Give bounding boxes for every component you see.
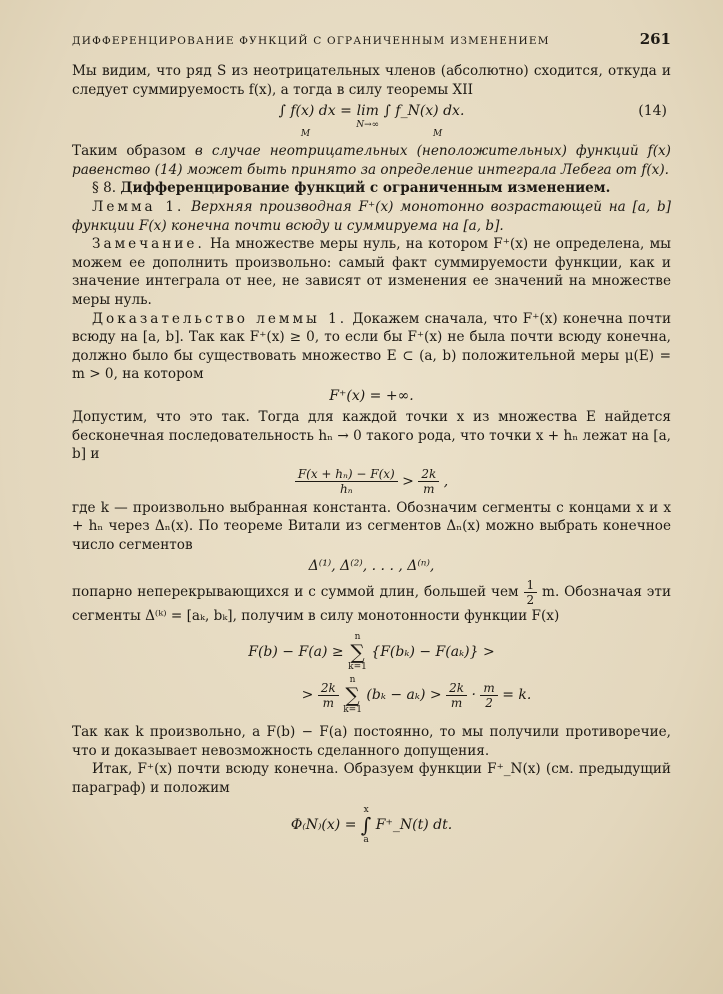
- lemma-label: Лемма 1.: [92, 198, 185, 215]
- sum2-frac1-num: 2k: [318, 681, 339, 696]
- ratio-denominator: hₙ: [339, 481, 353, 496]
- phi-lower: a: [363, 835, 369, 846]
- sum2-frac2: [446, 681, 467, 710]
- sigma-icon: ∑: [345, 683, 360, 708]
- sum2-frac3-den: 2: [485, 695, 493, 710]
- ratio-bound-num: 2k: [418, 467, 439, 482]
- sum2-operator: [343, 675, 362, 715]
- page-header: [72, 30, 671, 50]
- phi-body: F⁺_N(t) dt.: [375, 817, 453, 834]
- equation-segments: Δ⁽¹⁾, Δ⁽²⁾, . . . , Δ⁽ⁿ⁾,: [308, 558, 435, 575]
- sum1-top: n: [354, 632, 361, 643]
- equation-sum-2: [162, 675, 671, 715]
- ratio-bound-den: m: [423, 481, 435, 496]
- remark: [72, 235, 671, 309]
- sigma-icon: ∑: [350, 640, 365, 665]
- para5-b: m. Обозначая эти сегменты Δ⁽ᵏ⁾ = [aₖ, bₖ], получим в силу монотонности функции F(x): [72, 584, 672, 625]
- para2-start: Таким образом: [72, 143, 195, 160]
- eq14-limit: [356, 102, 379, 130]
- sum1-bottom: k=1: [348, 662, 367, 673]
- para5-a: попарно неперекрывающихся и с суммой длин, большей чем: [72, 584, 524, 601]
- sum2-top: n: [349, 675, 356, 686]
- lemma-text: Верхняя производная F⁺(x) монотонно возрастающей на [a, b] функции F(x) конечна почти всюду и суммируема на [a, b].: [72, 198, 671, 234]
- equation-phi: [72, 805, 671, 845]
- sum2-frac1: [318, 681, 339, 710]
- page-number: 261: [639, 30, 671, 48]
- proof-label: Доказательство леммы 1.: [92, 310, 348, 327]
- sum2-frac2-den: m: [450, 695, 463, 710]
- sum2-body: (bₖ − aₖ) >: [366, 687, 447, 704]
- remark-text: На множестве меры нуль, на котором F⁺(x) не определена, мы можем ее дополнить произвольно: самый факт суммируемости функции, как и значение интеграла от нее, не зависят от изменения ее значений на множестве меры нуль.: [72, 236, 671, 308]
- eq14-number: (14): [638, 103, 667, 120]
- eq14-lhs: ∫ f(x) dx =: [278, 103, 357, 120]
- sum2-frac2-num: 2k: [446, 681, 467, 696]
- equation-infinite: F⁺(x) = +∞.: [329, 387, 414, 404]
- section-heading: [72, 179, 671, 198]
- phi-lhs: Φ₍N₎(x) =: [290, 817, 361, 834]
- sum2-lead: >: [301, 687, 318, 704]
- eq14-rhs: ∫ f_N(x) dx.: [383, 103, 465, 120]
- paragraph-assumption: Допустим, что это так. Тогда для каждой точки x из множества E найдется бесконечная последовательность hₙ → 0 такого рода, что точки x + hₙ лежат на [a, b] и: [72, 408, 671, 463]
- sum2-tail: = k.: [502, 687, 532, 704]
- phi-upper: x: [363, 805, 369, 816]
- ratio-numerator: F(x + hₙ) − F(x): [295, 467, 398, 482]
- sum2-frac1-den: m: [322, 695, 334, 710]
- half-num: 1: [524, 578, 538, 593]
- proof-paragraph: [72, 310, 671, 384]
- paragraph-segments-sum: [72, 578, 671, 626]
- para2-italic: в случае неотрицательных (неположительных) функций f(x) равенство (14) может быть принято за определение интеграла Лебега от f(x).: [72, 143, 671, 178]
- paragraph-lebesgue-definition: [72, 142, 671, 179]
- equation-14: [72, 102, 671, 139]
- eq14-lim-under: N→∞: [356, 120, 380, 131]
- paragraph-contradiction: Так как k произвольно, а F(b) − F(a) постоянно, то мы получили противоречие, что и доказывает невозможность сделанного допущения.: [72, 724, 671, 759]
- equation-sum-1: [72, 632, 671, 672]
- integral-icon: ∫: [360, 813, 372, 838]
- paragraph-finite-conclusion: Итак, F⁺(x) почти всюду конечна. Образуем функции F⁺_N(x) (см. предыдущий параграф) и положим: [72, 761, 671, 796]
- section-mark: § 8.: [92, 180, 117, 197]
- equation-ratio: [72, 467, 671, 496]
- ratio-tail: ,: [443, 473, 449, 490]
- ratio-bound: [418, 467, 439, 496]
- proof-text: Докажем сначала, что F⁺(x) конечна почти всюду на [a, b]. Так как F⁺(x) ≥ 0, то если бы F⁺(x) не была почти всюду конечна, должно было бы существовать множество E ⊂ (a, b) положительной меры μ(E) = m > 0, на котором: [72, 310, 672, 383]
- paragraph-vitali: где k — произвольно выбранная константа. Обозначим сегменты с концами x и x + hₙ через Δₙ(x). По теореме Витали из сегментов Δₙ(x) можно выбрать конечное число сегментов: [72, 499, 671, 553]
- half-fraction: [524, 578, 538, 607]
- running-title: ДИФФЕРЕНЦИРОВАНИЕ ФУНКЦИЙ С ОГРАНИЧЕННЫМ ИЗМЕНЕНИЕМ: [72, 35, 550, 47]
- sum2-frac3-num: m: [480, 681, 497, 696]
- remark-label: Замечание.: [92, 236, 205, 253]
- ratio-gt: >: [402, 473, 419, 490]
- sum2-bottom: k=1: [343, 705, 362, 716]
- sum1-lhs: F(b) − F(a) ≥: [248, 644, 349, 661]
- sum1-operator: [348, 632, 367, 672]
- sum2-frac3: [480, 681, 497, 710]
- ratio-fraction: [295, 467, 398, 496]
- lemma-1: [72, 198, 671, 235]
- phi-integral: [361, 805, 371, 845]
- section-title: Дифференцирование функций с ограниченным изменением.: [120, 180, 611, 197]
- half-den: 2: [526, 593, 535, 608]
- eq14-domain-right: M: [432, 129, 443, 140]
- eq14-lim-word: lim: [356, 103, 379, 120]
- sum1-body: {F(bₖ) − F(aₖ)} >: [371, 644, 495, 661]
- eq14-domain-left: M: [300, 129, 311, 140]
- paragraph-series-convergence: Мы видим, что ряд S из неотрицательных членов (абсолютно) сходится, откуда и следует суммируемость f(x), а тогда в силу теоремы XII: [72, 63, 671, 98]
- sum2-dot: ·: [471, 687, 481, 704]
